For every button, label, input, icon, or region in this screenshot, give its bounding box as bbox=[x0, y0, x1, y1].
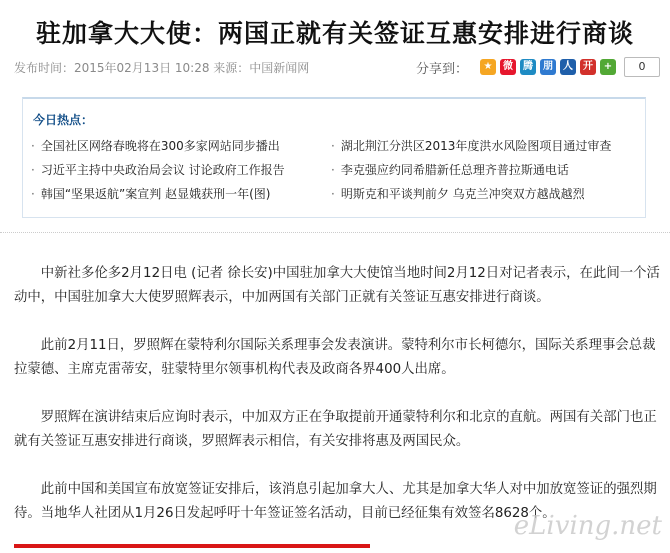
meta-row bbox=[14, 56, 660, 78]
hot-news-link[interactable]: · 韩国“坚果返航”案宣判 赵显娥获刑一年(图) bbox=[31, 187, 271, 201]
article-body bbox=[14, 262, 664, 550]
weibo-icon[interactable]: 微 bbox=[500, 59, 516, 75]
hot-news-link[interactable]: · 习近平主持中央政治局会议 讨论政府工作报告 bbox=[31, 163, 285, 177]
article-paragraph: 此前中国和美国宣布放宽签证安排后，该消息引起加拿大人、尤其是加拿大华人对中加放宽签证的强烈期待。当地华人社团从1月26日发起呼吁十年签证签名活动，目前已经征集有效签名8628个。 bbox=[14, 482, 657, 521]
kaixin-icon[interactable]: 开 bbox=[580, 59, 596, 75]
share-icons bbox=[476, 59, 616, 75]
publish-info: 发布时间：2015年02月13日 10:28 来源：中国新闻网 bbox=[14, 61, 310, 75]
hot-news-link[interactable]: · 明斯克和平谈判前夕 乌克兰冲突双方越战越烈 bbox=[331, 187, 585, 201]
pengyou-icon[interactable]: 朋 bbox=[540, 59, 556, 75]
watermark: eLiving.net bbox=[513, 511, 662, 541]
renren-icon[interactable]: 人 bbox=[560, 59, 576, 75]
share-count: 0 bbox=[624, 57, 660, 77]
hot-news-link[interactable]: · 李克强应约同希腊新任总理齐普拉斯通电话 bbox=[331, 163, 569, 177]
article-paragraph: 罗照辉在演讲结束后应询时表示，中加双方正在争取提前开通蒙特利尔和北京的直航。两国有关部门也正就有关签证互惠安排进行商谈，罗照辉表示相信，有关安排将惠及两国民众。 bbox=[14, 410, 657, 449]
tencent-weibo-icon[interactable]: 腾 bbox=[520, 59, 536, 75]
share-label: 分享到： bbox=[415, 61, 468, 77]
hot-news-box bbox=[22, 97, 646, 218]
more-icon[interactable]: + bbox=[600, 59, 616, 75]
page-title: 驻加拿大大使：两国正就有关签证互惠安排进行商谈 bbox=[35, 19, 634, 48]
hot-news-link[interactable]: · 全国社区网络春晚将在300多家网站同步播出 bbox=[31, 139, 280, 153]
hot-news-link[interactable]: · 湖北荆江分洪区2013年度洪水风险图项目通过审查 bbox=[331, 139, 612, 153]
red-underline bbox=[14, 544, 370, 548]
qzone-icon[interactable]: ★ bbox=[480, 59, 496, 75]
hot-news-title: 今日热点： bbox=[33, 113, 94, 127]
divider bbox=[0, 232, 670, 233]
share-bar bbox=[416, 57, 616, 77]
article-paragraph: 此前2月11日，罗照辉在蒙特利尔国际关系理事会发表演讲。蒙特利尔市长柯德尔，国际关系理事会总裁拉蒙德、主席克雷蒂安，驻蒙特里尔领事机构代表及政商各界400人出席。 bbox=[14, 338, 656, 377]
article-paragraph: 中新社多伦多2月12日电 (记者 徐长安)中国驻加拿大大使馆当地时间2月12日对记者表示，在此间一个活动中，中国驻加拿大大使罗照辉表示，中加两国有关部门正就有关签证互惠安排进行商谈。 bbox=[14, 266, 660, 305]
